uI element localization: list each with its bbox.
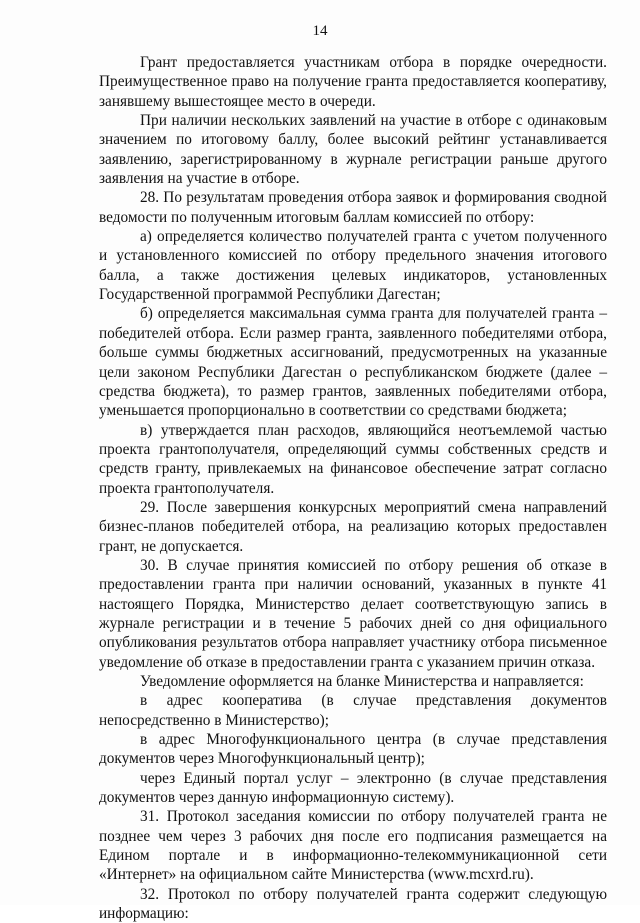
paragraph-32: 32. Протокол по отбору получателей гранта содержит следующую информацию: — [99, 885, 607, 923]
paragraph-28-b: б) определяется максимальная сумма гранта для получателей гранта – победителей отбора. Если размер гранта, заявленного победителями отбора, больше суммы бюджетных ассигнований, предусмотренных на указанные цели законом Республики Дагестан о республиканском бюджете (далее – средства бюджета), то размер грантов, заявленных победителями отбора, уменьшается пропорционально в соответствии со средствами бюджета; — [99, 305, 607, 420]
paragraph-31 — [99, 807, 607, 884]
paragraph-30: 30. В случае принятия комиссией по отбору решения об отказе в предоставлении гранта при наличии оснований, указанных в пункте 41 настоящего Порядка, Министерство делает соответствующую запись в журнале регистрации и в течение 5 рабочих дней со дня официального опубликования результатов отбора направляет участнику отбора письменное уведомление об отказе в предоставлении гранта с указанием причин отказа. — [99, 556, 607, 671]
paragraph-31-tail: ). — [524, 866, 534, 884]
paragraph-grant-order: Грант предоставляется участникам отбора в порядке очередности. Преимущественное право на получение гранта предоставляется кооперативу, занявшему вышестоящее место в очереди. — [99, 54, 607, 110]
paragraph-28: 28. По результатам проведения отбора заявок и формирования сводной ведомости по полученным итоговым баллам комиссией по отбору: — [99, 189, 607, 226]
ministry-website-link[interactable]: www.mcxrd.ru — [433, 866, 525, 884]
paragraph-notification: Уведомление оформляется на бланке Министерства и направляется: — [140, 673, 584, 690]
paragraph-28-v: в) утверждается план расходов, являющийся неотъемлемой частью проекта грантополучателя, определяющий суммы собственных средств и средств гранту, привлекаемых на финансовое обеспечение затрат согласно проекта грантополучателя. — [99, 421, 607, 497]
paragraph-to-cooperative: в адрес кооператива (в случае представления документов непосредственно в Министерство); — [99, 692, 607, 729]
paragraph-31-text: 31. Протокол заседания комиссии по отбору получателей гранта не позднее чем через 3 рабочих дня после его подписания размещается на Едином портале и в информационно-телекоммуникационной сети «Интернет» на официальном сайте Министерства ( — [99, 808, 607, 884]
paragraph-to-mfc: в адрес Многофункционального центра (в случае представления документов через Многофункциональный центр); — [99, 731, 607, 768]
paragraph-equal-score: При наличии нескольких заявлений на участие в отборе с одинаковым значением по итоговому баллу, более высокий рейтинг устанавливается заявлению, зарегистрированному в журнале регистрации раньше другого заявления на участие в отборе. — [99, 112, 607, 188]
paragraph-29: 29. После завершения конкурсных мероприятий смена направлений бизнес-планов победителей отбора, на реализацию которых предоставлен грант, не допускается. — [99, 498, 607, 555]
document-body — [99, 53, 607, 923]
page-number: 14 — [312, 23, 328, 39]
paragraph-28-a: а) определяется количество получателей гранта с учетом полученного и установленного комиссией по отбору предельного значения итогового балла, а также достижения целевых индикаторов, установленных Государственной программой Республики Дагестан; — [99, 228, 607, 304]
paragraph-via-portal: через Единый портал услуг – электронно (в случае представления документов через данную информационную систему). — [99, 769, 607, 807]
